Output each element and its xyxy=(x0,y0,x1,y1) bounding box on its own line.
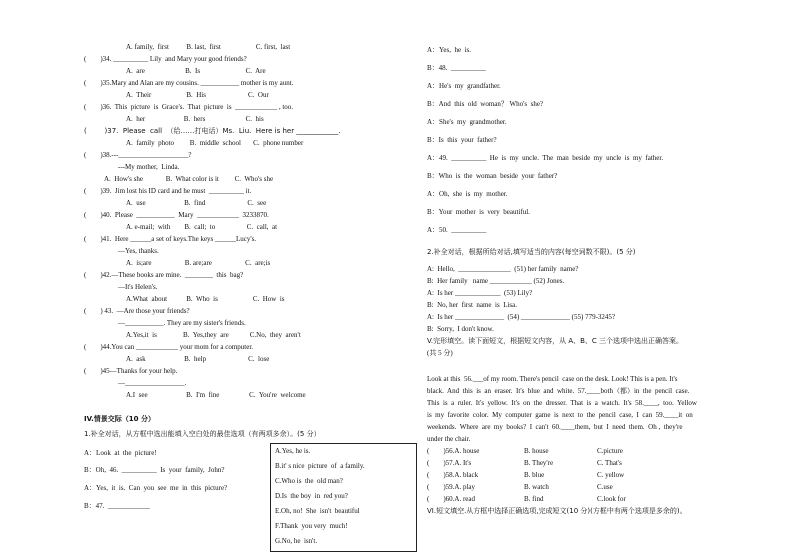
option-a: A.Yes, he is. xyxy=(275,447,311,455)
question-line: A. e-mail; with B. call; to C. call, at xyxy=(126,223,278,231)
question-line: ---My mother, Linda. xyxy=(118,163,180,171)
choice-option: B. watch xyxy=(524,483,549,491)
section-iv-title: IV.情景交际（10 分） xyxy=(84,415,155,423)
question-line: —_________________. xyxy=(118,379,187,387)
question-line: A. Their B. His C. Our xyxy=(126,91,269,99)
choice-option: C. That's xyxy=(597,459,622,467)
dialog-line: A：He's my grandfather. xyxy=(427,82,501,90)
question-line: ( ) 43. —Are those your friends? xyxy=(84,307,190,315)
passage-line: This is a ruler. It's yellow. It's on the dresser. That is a watch. It's 58.____, too. Yellow xyxy=(427,399,697,407)
question-line: A. How's she B. What color is it C. Who's she xyxy=(104,175,274,183)
passage-line: weekends. Where are my books? I can't 60.____them, but I need them. Oh , they're xyxy=(427,423,683,431)
choice-option: C. yellow xyxy=(597,471,625,479)
choice-option: C.picture xyxy=(597,447,623,455)
dialog-line: A：She's my grandmother. xyxy=(427,118,507,126)
choice-option: C.use xyxy=(597,483,613,491)
question-line: —It's Helen's. xyxy=(118,283,158,291)
question-line: ( )39. Jim lost his ID card and he must __________ it. xyxy=(84,187,252,195)
fill-line: B: No, her first name is Lisa. xyxy=(427,301,518,309)
passage-line: under the chair. xyxy=(427,435,471,443)
fill-line: B: Sorry, I don't know. xyxy=(427,325,494,333)
question-line: ( )44.You can ____________ your mom for a computer. xyxy=(84,343,254,351)
section-iv-sub1: 1.补全对话，从方框中选出能填入空白处的最佳选项（有两项多余）。(5 分） xyxy=(84,430,321,438)
dialog-line: B：48. __________ xyxy=(427,64,486,72)
dialog-line: A：50. __________ xyxy=(427,226,487,234)
dialog-line: B：Who is the woman beside your father? xyxy=(427,172,558,180)
question-line: A.Yes,it is B. Yes,they are C.No, they aren't xyxy=(126,331,301,339)
question-line: ( )34. __________ Lily and Mary your good friends? xyxy=(84,55,247,63)
option-b: B.it' s nice picture of a family. xyxy=(275,462,365,470)
dialog-line: B：And this old woman？ Who's she? xyxy=(427,100,544,108)
choice-option: ( )56.A. house xyxy=(427,447,480,455)
question-line: A. is;are B. are;are C. are;is xyxy=(126,259,271,267)
question-line: ( )37. Please call （给……打电话）Ms. Liu. Here is her ____________. xyxy=(84,127,341,135)
passage-line: is my favorite color. My computer game is next to the pencil case, I can 59.____it on xyxy=(427,411,693,419)
passage-line: Look at this 56.___of my room. There's pencil case on the desk. Look! This is a pen. It's xyxy=(427,375,678,383)
option-e: E.Oh, no! She isn't beautiful xyxy=(275,507,360,515)
question-line: ( )38.---____________________? xyxy=(84,151,192,159)
option-f: F.Thank you very much! xyxy=(275,522,348,530)
fill-line: A: Is her ______________ (54) ______________ (55) 779-3245? xyxy=(427,313,616,321)
section-v-title-1: V.完形填空。读下面短文，根据短文内容，从 A、B、C 三个选项中选出正确答案。 xyxy=(427,337,684,345)
question-line: A.What about B. Who is C. How is xyxy=(126,295,285,303)
choice-option: ( )57.A. It's xyxy=(427,459,472,467)
choice-option: ( )60.A. read xyxy=(427,495,476,503)
section-vi-title: VI.短文填空.从方框中选择正确选项,完成短文(10 分)(方框中有两个选项是多余的)。 xyxy=(427,507,687,515)
choice-option: B. find xyxy=(524,495,544,503)
question-line: A.I see B. I'm fine C. You're welcome xyxy=(126,391,306,399)
question-line: ( )36. This picture is Grace's. That picture is ____________ , too. xyxy=(84,103,294,111)
question-line: ( )45—Thanks for your help. xyxy=(84,367,178,375)
question-line: —Yes, thanks. xyxy=(118,247,159,255)
choice-option: B. They're xyxy=(524,459,554,467)
question-line: A. her B. hers C. his xyxy=(126,115,264,123)
question-line: A. are B. Is C. Are xyxy=(126,67,266,75)
dialog-line: A：49. __________ He is my uncle. The man beside my uncle is my father. xyxy=(427,154,664,162)
choice-option: C.look for xyxy=(597,495,626,503)
dialog-line: A：Oh, she is my mother. xyxy=(427,190,508,198)
dialog-line-1: A：Look at the picture! xyxy=(84,449,157,457)
passage-line: black. And this is an eraser. It's blue and white. 57.____both（都）in the pencil case. xyxy=(427,387,690,395)
fill-line: B: Her family name ____________ (52) Jones. xyxy=(427,277,565,285)
choice-option: B. blue xyxy=(524,471,545,479)
dialog-line-3: A：Yes, it is. Can you see me in this picture? xyxy=(84,484,228,492)
question-line: A. ask B. help C. lose xyxy=(126,355,270,363)
choice-option: B. house xyxy=(524,447,549,455)
question-line: —___________. They are my sister's friends. xyxy=(118,319,246,327)
question-line: A. family, first B. last, first C. first, last xyxy=(126,43,291,51)
dialog-line: A：Yes, he is. xyxy=(427,46,472,54)
question-line: A. use B. find C. see xyxy=(126,199,267,207)
option-c: C.Who is the old man? xyxy=(275,477,343,485)
fill-line: A: Hello, _______________ (51) her family name? xyxy=(427,265,579,273)
dialog-line: B：Your mother is very beautiful. xyxy=(427,208,530,216)
choice-option: ( )58.A. black xyxy=(427,471,479,479)
option-g: G.No, he isn't. xyxy=(275,537,318,545)
question-line: ( )42.—These books are mine. ________ this bag? xyxy=(84,271,244,279)
options-box xyxy=(270,443,417,552)
question-line: ( )41. Here ______a set of keys.The keys ______Lucy's. xyxy=(84,235,257,243)
dialog-line-2: B：Oh, 46. __________ Is your family, John? xyxy=(84,466,225,474)
question-line: A. family photo B. middle school C. phone number xyxy=(126,139,304,147)
section-v-title-2: (共 5 分) xyxy=(427,349,453,357)
option-d: D.Is the boy in red you? xyxy=(275,492,348,500)
sub2-title: 2.补全对话，根据所给对话,填写适当的内容(每空词数不限)。(5 分) xyxy=(427,248,636,256)
dialog-line: B：Is this your father? xyxy=(427,136,497,144)
choice-option: ( )59.A. play xyxy=(427,483,476,491)
question-line: ( )40. Please ___________ Mary ____________ 3233870. xyxy=(84,211,269,219)
dialog-line-4: B：47. ____________ xyxy=(84,502,150,510)
question-line: ( )35.Mary and Alan are my cousins. ___________ mother is my aunt. xyxy=(84,79,294,87)
fill-line: A: Is her _____________ (53) Lily? xyxy=(427,289,533,297)
